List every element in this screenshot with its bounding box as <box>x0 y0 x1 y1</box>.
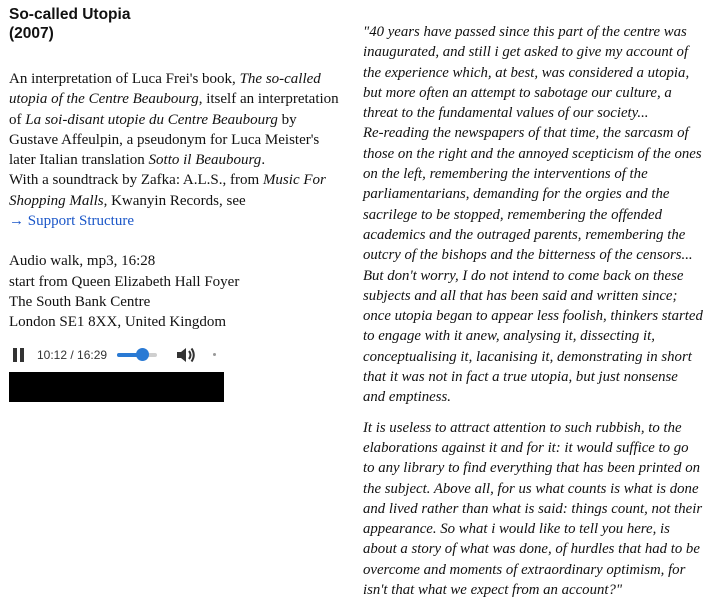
video-area <box>9 372 224 402</box>
italian-title: Sotto il Beaubourg <box>148 152 262 169</box>
venue: The South Bank Centre <box>9 293 151 310</box>
album-title: Music For Shopping Malls <box>9 172 326 209</box>
work-description <box>9 69 344 231</box>
work-title-name: So-called Utopia <box>9 6 131 23</box>
quote-column <box>363 22 703 610</box>
address: London SE1 8XX, United Kingdom <box>9 314 227 331</box>
soundtrack-suffix: , Kwanyin Records, see <box>103 192 246 209</box>
start-location: start from Queen Elizabeth Hall Foyer <box>9 273 240 290</box>
quote-block-2 <box>363 418 703 601</box>
desc-text-4: . <box>261 152 266 169</box>
desc-text-2: , itself an interpretation of <box>9 91 339 128</box>
french-title: La soi-disant utopie du Centre Beaubourg <box>25 111 278 128</box>
soundtrack-prefix: With a soundtrack by Zafka: A.L.S., from <box>9 172 263 189</box>
audio-format: Audio walk, mp3, 16:28 <box>9 253 156 270</box>
quote-paragraph-4: It is useless to attract attention to such rubbish, to the elaborations against it and for it: it would suffice to go to any library to find everything that has been printed on the subject. Above all, for us what counts is what is done and lived rather than what is said: things count, not their appearance. So what i would like to tell you here, is about a story of what was done, of hurdles that had to be overcome and moments of extraordinary optimism, for isn't that what we expect from an account?" <box>363 419 703 599</box>
work-title <box>9 5 344 43</box>
quote-block-1 <box>363 22 703 408</box>
audio-player <box>9 340 224 370</box>
progress-slider[interactable] <box>117 353 157 357</box>
more-options-icon[interactable] <box>213 353 216 356</box>
playback-time: 10:12 / 16:29 <box>37 347 108 362</box>
book-title: The so-called utopia of the Centre Beaubourg <box>9 71 321 108</box>
quote-paragraph-2: Re-reading the newspapers of that time, the sarcasm of those on the right and the annoyed scepticism of the ones on the left, remembering the interventions of the parliamentarians, demanding for the orgies and the sacrilege to be stopped, remembering the offended academics and the outraged parents, remembering the outcry of the bishops and the bitterness of the censors... <box>363 125 702 264</box>
support-structure-link[interactable]: → Support Structure <box>9 213 134 230</box>
work-year: (2007) <box>9 25 54 42</box>
quote-paragraph-1: "40 years have passed since this part of the centre was inaugurated, and still i get asked to give my account of the experience which, at best, was considered a utopia, but more often an attempt to sabotage our culture, a threat to the fundamental values of our society... <box>363 24 690 122</box>
desc-text-3: by Gustave Affeulpin, a pseudonym for Luca Meister's later Italian translation <box>9 111 320 169</box>
desc-text-1: An interpretation of Luca Frei's book, <box>9 71 240 87</box>
volume-icon[interactable] <box>175 346 197 364</box>
progress-knob[interactable] <box>136 348 149 361</box>
pause-icon[interactable] <box>13 348 25 362</box>
left-column <box>9 5 344 402</box>
quote-paragraph-3: But don't worry, I do not intend to come back on these subjects and all that has been said and written since; once utopia began to appear less foolish, thinkers started to engage with it anew, analysing it, dissecting it, conceptualising it, lacanising it, demonstrating in short that it was not in fact a true utopia, but just nonsense and emptiness. <box>363 267 703 406</box>
audio-info <box>9 251 344 332</box>
